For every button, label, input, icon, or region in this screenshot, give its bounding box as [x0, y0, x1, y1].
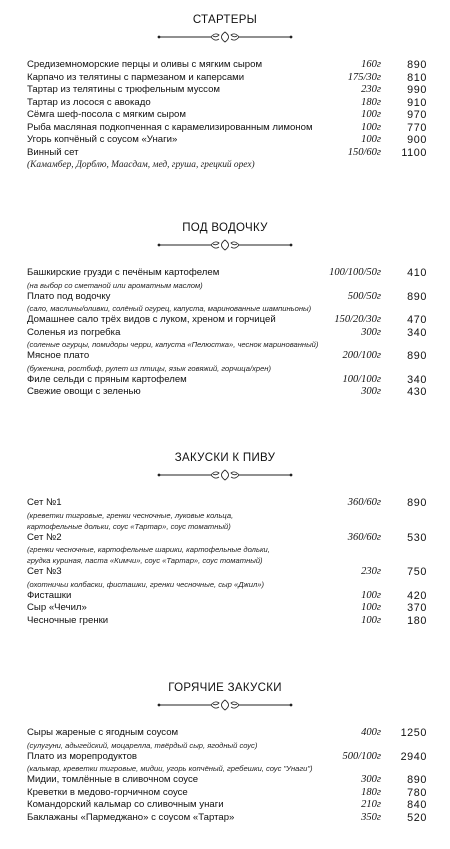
item-price: 410	[407, 267, 427, 279]
item-description: (сало, маслины/оливки, солёный огурец, капуста, маринованные шампиньоны)	[27, 304, 312, 313]
menu-item	[27, 602, 427, 615]
item-description: (Камамбер, Дорблю, Маасдам, мед, груша, грецкий орех)	[27, 160, 255, 170]
item-price: 2940	[400, 750, 427, 763]
section-starters	[0, 13, 450, 170]
menu-item	[27, 314, 427, 327]
item-description: грудка куриная, паста «Кимчи», соус «Тартар», соус томатный)	[27, 556, 263, 565]
item-price: 370	[407, 602, 427, 614]
section-hot-snacks	[0, 681, 450, 824]
item-price: 420	[407, 589, 427, 602]
item-price: 340	[407, 326, 427, 339]
item-description: (гренки чесночные, картофельные шарики, картофельные дольки,	[27, 545, 270, 554]
item-price: 910	[407, 96, 427, 109]
ornament-divider-icon	[155, 469, 295, 481]
item-name: Мясное плато	[27, 350, 90, 361]
ornament-divider-icon	[155, 31, 295, 43]
menu-item	[27, 134, 427, 147]
item-price: 770	[407, 121, 427, 134]
item-price: 430	[407, 386, 427, 398]
item-weight: 100/100г	[342, 373, 381, 385]
menu-item	[27, 109, 427, 122]
section-title: ЗАКУСКИ К ПИВУ	[174, 452, 276, 464]
item-name: Чесночные гренки	[27, 614, 109, 626]
item-name: Плато из морепродуктов	[27, 750, 138, 762]
item-name: Сет №1	[27, 497, 62, 508]
item-name: Винный сет	[27, 146, 79, 158]
section-title: СТАРТЕРЫ	[192, 14, 258, 26]
item-description: (сулугуни, адыгейский, моцарелла, твёрдый сыр, ягодный соус)	[27, 740, 258, 750]
item-price: 1100	[401, 146, 427, 159]
item-price: 890	[407, 59, 427, 71]
menu-item	[27, 72, 427, 85]
item-description: (охотничьи колбаски, фисташки, гренки чесночные, сыр «Джил»)	[27, 579, 265, 589]
item-price: 890	[407, 350, 427, 362]
menu-item	[27, 532, 427, 545]
menu-item	[27, 386, 427, 399]
item-price: 970	[407, 109, 427, 121]
section-title: ПОД ВОДОЧКУ	[182, 222, 268, 234]
menu-item	[27, 84, 427, 97]
menu-item	[27, 122, 427, 135]
item-price: 780	[407, 786, 427, 799]
item-price: 890	[407, 290, 427, 303]
item-description: (креветки тигровые, гренки чесночные, луковые кольца,	[27, 510, 234, 520]
section-vodka	[0, 221, 450, 398]
item-weight: 160г	[361, 59, 381, 70]
item-price: 470	[407, 314, 427, 326]
menu-item	[27, 774, 427, 787]
item-name: Командорский кальмар со сливочным унаги	[27, 799, 224, 810]
item-weight: 100/100/50г	[329, 267, 381, 278]
menu-item	[27, 147, 427, 160]
item-description: (буженина, ростбиф, рулет из птицы, язык говяжий, горчица/хрен)	[27, 363, 272, 373]
item-weight: 230г	[361, 84, 381, 95]
item-weight: 300г	[361, 386, 381, 397]
item-weight: 360/60г	[347, 497, 381, 508]
item-name: Тартар из телятины с трюфельным муссом	[27, 84, 221, 95]
item-description: картофельные дольки, соус «Тартар», соус томатный)	[27, 521, 231, 531]
item-weight: 100г	[361, 109, 381, 120]
item-name: Сет №3	[27, 566, 62, 577]
item-weight: 180г	[361, 786, 381, 798]
item-description: (соленые огурцы, помидоры черри, капуста «Пелюстка», чеснок маринованный)	[27, 340, 319, 349]
item-name: Сыры жареные с ягодным соусом	[27, 727, 179, 738]
item-description: (кальмар, креветки тигровые, мидии, угорь копчёный, гребешки, соус "Унаги")	[27, 764, 313, 773]
ornament-divider-icon	[155, 239, 295, 251]
menu-item	[27, 787, 427, 800]
section-beer-snacks	[0, 451, 450, 627]
menu-item	[27, 727, 427, 740]
item-weight: 360/60г	[347, 531, 381, 543]
menu-item	[27, 291, 427, 304]
item-weight: 180г	[361, 96, 381, 108]
menu-item	[27, 590, 427, 603]
item-weight: 500/50г	[347, 290, 381, 302]
item-weight: 300г	[361, 326, 381, 338]
menu-item	[27, 97, 427, 110]
items-list	[27, 497, 427, 627]
item-price: 520	[407, 811, 427, 824]
items-list	[27, 727, 427, 824]
menu-item	[27, 59, 427, 72]
ornament-divider-icon	[155, 699, 295, 711]
item-weight: 100г	[361, 134, 381, 145]
menu-item	[27, 374, 427, 387]
item-price: 750	[407, 566, 427, 578]
item-price: 1250	[400, 727, 427, 739]
item-weight: 100г	[361, 614, 381, 626]
item-weight: 200/100г	[342, 350, 381, 361]
items-list	[27, 267, 427, 399]
menu-item	[27, 497, 427, 510]
item-weight: 500/100г	[342, 750, 381, 762]
item-name: Сет №2	[27, 531, 62, 543]
item-price: 840	[407, 799, 427, 811]
item-weight: 100г	[361, 121, 381, 133]
menu-item	[27, 566, 427, 579]
item-name: Сыр «Чечил»	[27, 602, 87, 613]
item-name: Домашнее сало трёх видов с луком, хреном и горчицей	[27, 314, 276, 325]
item-price: 180	[407, 614, 427, 627]
item-name: Сёмга шеф-посола с мягким сыром	[27, 109, 186, 120]
item-weight: 400г	[361, 727, 381, 738]
item-price: 890	[407, 774, 427, 786]
item-name: Фисташки	[27, 589, 72, 601]
item-weight: 150/60г	[347, 146, 381, 158]
item-weight: 300г	[361, 774, 381, 785]
item-name: Свежие овощи с зеленью	[27, 386, 141, 397]
menu-item	[27, 799, 427, 812]
item-name: Филе сельди с пряным картофелем	[27, 373, 187, 385]
item-weight: 175/30г	[347, 71, 381, 83]
section-title: ГОРЯЧИЕ ЗАКУСКИ	[168, 682, 282, 694]
items-list	[27, 59, 427, 172]
menu-item	[27, 812, 427, 825]
item-price: 530	[407, 531, 427, 544]
menu-item	[27, 751, 427, 764]
menu-item	[27, 327, 427, 340]
item-name: Башкирские грузди с печёным картофелем	[27, 267, 220, 278]
item-price: 900	[407, 134, 427, 146]
item-weight: 230г	[361, 566, 381, 577]
item-weight: 350г	[361, 811, 381, 823]
item-price: 810	[407, 71, 427, 84]
item-price: 890	[407, 497, 427, 509]
item-name: Креветки в медово-горчичном соусе	[27, 786, 188, 798]
item-weight: 150/20/30г	[334, 314, 381, 325]
item-name: Плато под водочку	[27, 290, 111, 302]
item-name: Средиземноморские перцы и оливы с мягким сыром	[27, 59, 263, 70]
item-name: Карпачо из телятины с пармезаном и каперсами	[27, 71, 245, 83]
item-price: 340	[407, 373, 427, 386]
item-weight: 100г	[361, 602, 381, 613]
item-price: 990	[407, 84, 427, 96]
menu-item	[27, 267, 427, 280]
item-name: Угорь копчёный с соусом «Унаги»	[27, 134, 178, 145]
menu-item	[27, 350, 427, 363]
item-name: Мидии, томлённые в сливочном соусе	[27, 774, 199, 785]
item-weight: 210г	[361, 799, 381, 810]
item-name: Соленья из погребка	[27, 326, 121, 338]
item-name: Тартар из лосося с авокадо	[27, 96, 151, 108]
item-name: Баклажаны «Пармеджано» с соусом «Тартар»	[27, 811, 235, 823]
item-description: (на выбор со сметаной или ароматным маслом)	[27, 280, 203, 290]
menu-item	[27, 615, 427, 628]
item-weight: 100г	[361, 589, 381, 601]
item-name: Рыба масляная подкопченная с карамелизированным лимоном	[27, 121, 313, 133]
